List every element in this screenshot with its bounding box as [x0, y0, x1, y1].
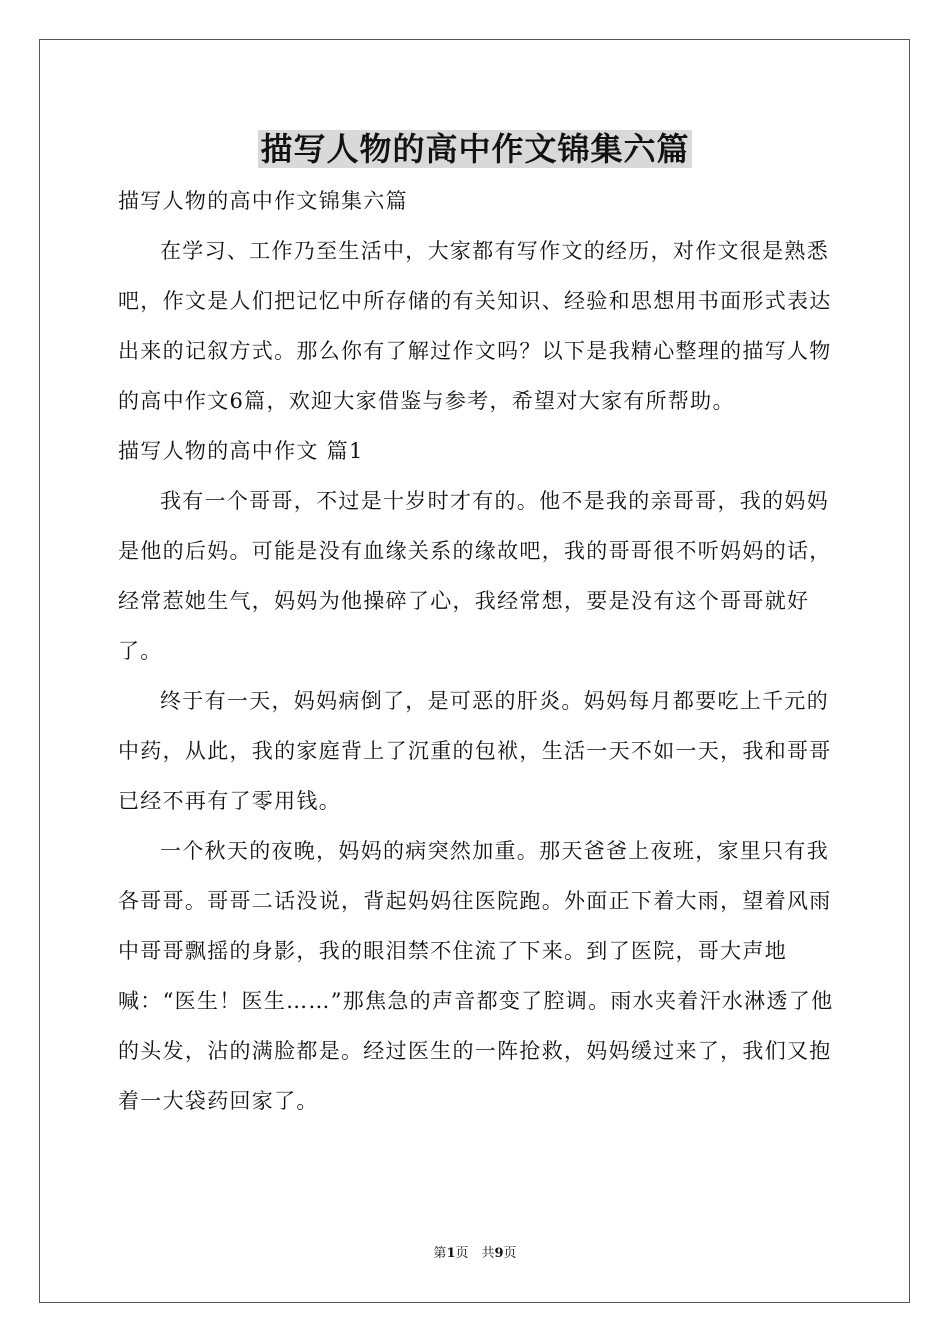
intro-paragraph: 在学习、工作乃至生活中，大家都有写作文的经历，对作文很是熟悉吧，作文是人们把记忆中所存储的有关知识、经验和思想用书面形式表达出来的记叙方式。那么你有了解过作文吗？以下是我精心整理的描写人物的高中作文6篇，欢迎大家借鉴与参考，希望对大家有所帮助。	[118, 239, 832, 413]
current-page-number: 1	[446, 1246, 456, 1261]
document-body	[118, 176, 834, 1126]
footer-middle: 页 共	[455, 1246, 495, 1261]
section-heading: 描写人物的高中作文 篇1	[118, 439, 364, 463]
document-title	[0, 126, 950, 172]
footer-suffix: 页	[503, 1246, 517, 1261]
body-paragraph: 一个秋天的夜晚，妈妈的病突然加重。那天爸爸上夜班，家里只有我各哥哥。哥哥二话没说，背起妈妈往医院跑。外面正下着大雨，望着风雨中哥哥飘摇的身影，我的眼泪禁不住流了下来。到了医院，哥大声地喊：“医生！医生……”那焦急的声音都变了腔调。雨水夹着汗水淋透了他的头发，沾的满脸都是。经过医生的一阵抢救，妈妈缓过来了，我们又抱着一大袋药回家了。	[118, 839, 834, 1113]
page-footer	[0, 1244, 950, 1264]
body-paragraph: 终于有一天，妈妈病倒了，是可恶的肝炎。妈妈每月都要吃上千元的中药，从此，我的家庭背上了沉重的包袱，生活一天不如一天，我和哥哥已经不再有了零用钱。	[118, 689, 832, 813]
total-page-count: 9	[494, 1246, 504, 1261]
subtitle-paragraph: 描写人物的高中作文锦集六篇	[118, 189, 408, 213]
body-paragraph: 我有一个哥哥，不过是十岁时才有的。他不是我的亲哥哥，我的妈妈是他的后妈。可能是没有血缘关系的缘故吧，我的哥哥很不听妈妈的话，经常惹她生气，妈妈为他操碎了心，我经常想，要是没有这个哥哥就好了。	[118, 489, 832, 663]
footer-prefix: 第	[433, 1246, 447, 1261]
document-title-text: 描写人物的高中作文锦集六篇	[260, 130, 690, 168]
